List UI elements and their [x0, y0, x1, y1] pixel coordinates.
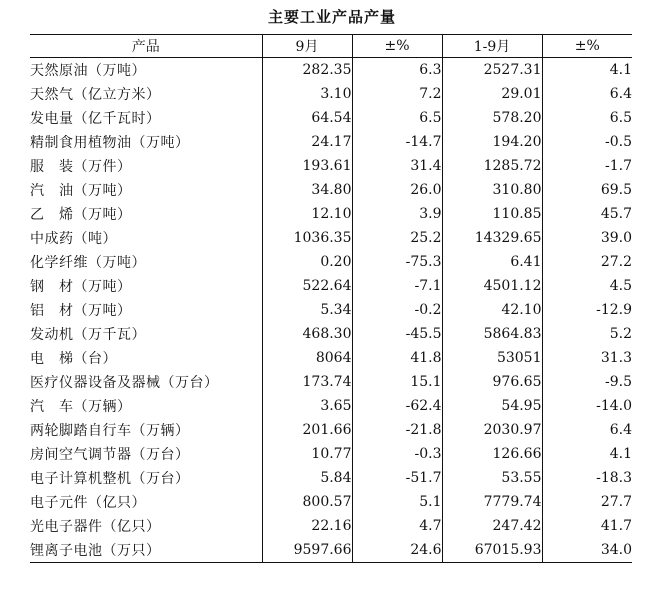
table-row — [30, 298, 632, 322]
september-value-cell: 0.20 — [262, 250, 352, 274]
jan-sep-change-cell: -9.5 — [542, 370, 632, 394]
product-name-cell: 服 装（万件） — [30, 159, 132, 175]
september-change-cell: -75.3 — [352, 250, 442, 274]
jan-sep-value-cell: 4501.12 — [442, 274, 542, 298]
jan-sep-change-cell: 6.4 — [542, 82, 632, 106]
september-value-cell: 9597.66 — [262, 538, 352, 563]
table-row — [30, 514, 632, 538]
jan-sep-change-cell: -12.9 — [542, 298, 632, 322]
jan-sep-value-cell: 310.80 — [442, 178, 542, 202]
product-name-cell: 电子元件（亿只） — [30, 495, 146, 511]
jan-sep-value-cell: 14329.65 — [442, 226, 542, 250]
september-value-cell: 5.34 — [262, 298, 352, 322]
header-september: 9月 — [262, 35, 352, 58]
jan-sep-value-cell: 1285.72 — [442, 154, 542, 178]
jan-sep-change-cell: 4.5 — [542, 274, 632, 298]
header-jan-sep: 1-9月 — [442, 35, 542, 58]
table-row — [30, 490, 632, 514]
jan-sep-value-cell: 976.65 — [442, 370, 542, 394]
september-change-cell: -45.5 — [352, 322, 442, 346]
table-row — [30, 322, 632, 346]
table-row — [30, 466, 632, 490]
september-value-cell: 24.17 — [262, 130, 352, 154]
jan-sep-change-cell: -14.0 — [542, 394, 632, 418]
table-row — [30, 442, 632, 466]
table-row — [30, 202, 632, 226]
september-change-cell: 25.2 — [352, 226, 442, 250]
september-change-cell: -7.1 — [352, 274, 442, 298]
jan-sep-value-cell: 6.41 — [442, 250, 542, 274]
september-change-cell: 6.3 — [352, 58, 442, 83]
product-name-cell: 房间空气调节器（万台） — [30, 447, 190, 463]
september-value-cell: 3.10 — [262, 82, 352, 106]
product-name-cell: 天然原油（万吨） — [30, 63, 146, 79]
jan-sep-value-cell: 126.66 — [442, 442, 542, 466]
product-name-cell: 医疗仪器设备及器械（万台） — [30, 375, 219, 391]
table-row — [30, 82, 632, 106]
production-table — [30, 34, 632, 563]
table-title: 主要工业产品产量 — [267, 8, 396, 26]
table-row — [30, 394, 632, 418]
september-value-cell: 5.84 — [262, 466, 352, 490]
september-value-cell: 282.35 — [262, 58, 352, 83]
table-row — [30, 58, 632, 83]
product-name-cell: 天然气（亿立方米） — [30, 87, 161, 103]
header-jan-sep-change: ±% — [542, 35, 632, 58]
september-value-cell: 12.10 — [262, 202, 352, 226]
september-value-cell: 64.54 — [262, 106, 352, 130]
september-value-cell: 522.64 — [262, 274, 352, 298]
september-change-cell: -21.8 — [352, 418, 442, 442]
september-change-cell: -0.3 — [352, 442, 442, 466]
september-value-cell: 193.61 — [262, 154, 352, 178]
jan-sep-value-cell: 5864.83 — [442, 322, 542, 346]
jan-sep-change-cell: 4.1 — [542, 58, 632, 83]
product-name-cell: 发动机（万千瓦） — [30, 327, 146, 343]
jan-sep-change-cell: 69.5 — [542, 178, 632, 202]
september-change-cell: 7.2 — [352, 82, 442, 106]
product-name-cell: 中成药（吨） — [30, 231, 117, 247]
product-name-cell: 化学纤维（万吨） — [30, 255, 146, 271]
jan-sep-value-cell: 578.20 — [442, 106, 542, 130]
product-name-cell: 铝 材（万吨） — [30, 303, 132, 319]
table-row — [30, 274, 632, 298]
september-change-cell: 3.9 — [352, 202, 442, 226]
september-change-cell: 15.1 — [352, 370, 442, 394]
september-change-cell: -51.7 — [352, 466, 442, 490]
header-product: 产品 — [30, 35, 262, 58]
jan-sep-change-cell: 31.3 — [542, 346, 632, 370]
jan-sep-value-cell: 53.55 — [442, 466, 542, 490]
table-row — [30, 346, 632, 370]
table-row — [30, 154, 632, 178]
jan-sep-change-cell: 4.1 — [542, 442, 632, 466]
september-change-cell: -14.7 — [352, 130, 442, 154]
jan-sep-change-cell: -0.5 — [542, 130, 632, 154]
september-change-cell: 4.7 — [352, 514, 442, 538]
jan-sep-change-cell: -18.3 — [542, 466, 632, 490]
product-name-cell: 光电子器件（亿只） — [30, 519, 161, 535]
jan-sep-value-cell: 7779.74 — [442, 490, 542, 514]
product-name-cell: 汽 油（万吨） — [30, 183, 132, 199]
jan-sep-change-cell: 41.7 — [542, 514, 632, 538]
table-row — [30, 538, 632, 563]
jan-sep-value-cell: 29.01 — [442, 82, 542, 106]
jan-sep-change-cell: 6.4 — [542, 418, 632, 442]
jan-sep-change-cell: -1.7 — [542, 154, 632, 178]
jan-sep-value-cell: 2030.97 — [442, 418, 542, 442]
jan-sep-value-cell: 54.95 — [442, 394, 542, 418]
product-name-cell: 两轮脚踏自行车（万辆） — [30, 423, 190, 439]
jan-sep-value-cell: 110.85 — [442, 202, 542, 226]
september-value-cell: 173.74 — [262, 370, 352, 394]
table-row — [30, 106, 632, 130]
september-value-cell: 22.16 — [262, 514, 352, 538]
table-row — [30, 370, 632, 394]
september-value-cell: 1036.35 — [262, 226, 352, 250]
september-change-cell: -62.4 — [352, 394, 442, 418]
table-row — [30, 250, 632, 274]
table-row — [30, 178, 632, 202]
jan-sep-change-cell: 39.0 — [542, 226, 632, 250]
september-value-cell: 8064 — [262, 346, 352, 370]
september-value-cell: 10.77 — [262, 442, 352, 466]
jan-sep-value-cell: 2527.31 — [442, 58, 542, 83]
september-change-cell: 31.4 — [352, 154, 442, 178]
product-name-cell: 发电量（亿千瓦时） — [30, 111, 161, 127]
september-change-cell: 5.1 — [352, 490, 442, 514]
jan-sep-value-cell: 194.20 — [442, 130, 542, 154]
september-change-cell: 6.5 — [352, 106, 442, 130]
product-name-cell: 电子计算机整机（万台） — [30, 471, 190, 487]
product-name-cell: 精制食用植物油（万吨） — [30, 135, 190, 151]
table-body — [30, 58, 632, 563]
september-value-cell: 800.57 — [262, 490, 352, 514]
september-value-cell: 34.80 — [262, 178, 352, 202]
product-name-cell: 钢 材（万吨） — [30, 279, 132, 295]
jan-sep-value-cell: 42.10 — [442, 298, 542, 322]
jan-sep-change-cell: 6.5 — [542, 106, 632, 130]
table-row — [30, 418, 632, 442]
jan-sep-value-cell: 53051 — [442, 346, 542, 370]
header-september-change: ±% — [352, 35, 442, 58]
product-name-cell: 乙 烯（万吨） — [30, 207, 132, 223]
september-value-cell: 3.65 — [262, 394, 352, 418]
product-name-cell: 电 梯（台） — [30, 351, 117, 367]
september-value-cell: 468.30 — [262, 322, 352, 346]
jan-sep-change-cell: 5.2 — [542, 322, 632, 346]
product-name-cell: 锂离子电池（万只） — [30, 538, 262, 563]
jan-sep-change-cell: 27.7 — [542, 490, 632, 514]
jan-sep-change-cell: 27.2 — [542, 250, 632, 274]
september-change-cell: 26.0 — [352, 178, 442, 202]
jan-sep-change-cell: 34.0 — [542, 538, 632, 563]
september-change-cell: -0.2 — [352, 298, 442, 322]
jan-sep-value-cell: 247.42 — [442, 514, 542, 538]
jan-sep-change-cell: 45.7 — [542, 202, 632, 226]
table-row — [30, 226, 632, 250]
table-row — [30, 130, 632, 154]
product-name-cell: 汽 车（万辆） — [30, 399, 132, 415]
jan-sep-value-cell: 67015.93 — [442, 538, 542, 563]
header-row — [30, 35, 632, 58]
september-value-cell: 201.66 — [262, 418, 352, 442]
september-change-cell: 41.8 — [352, 346, 442, 370]
september-change-cell: 24.6 — [352, 538, 442, 563]
